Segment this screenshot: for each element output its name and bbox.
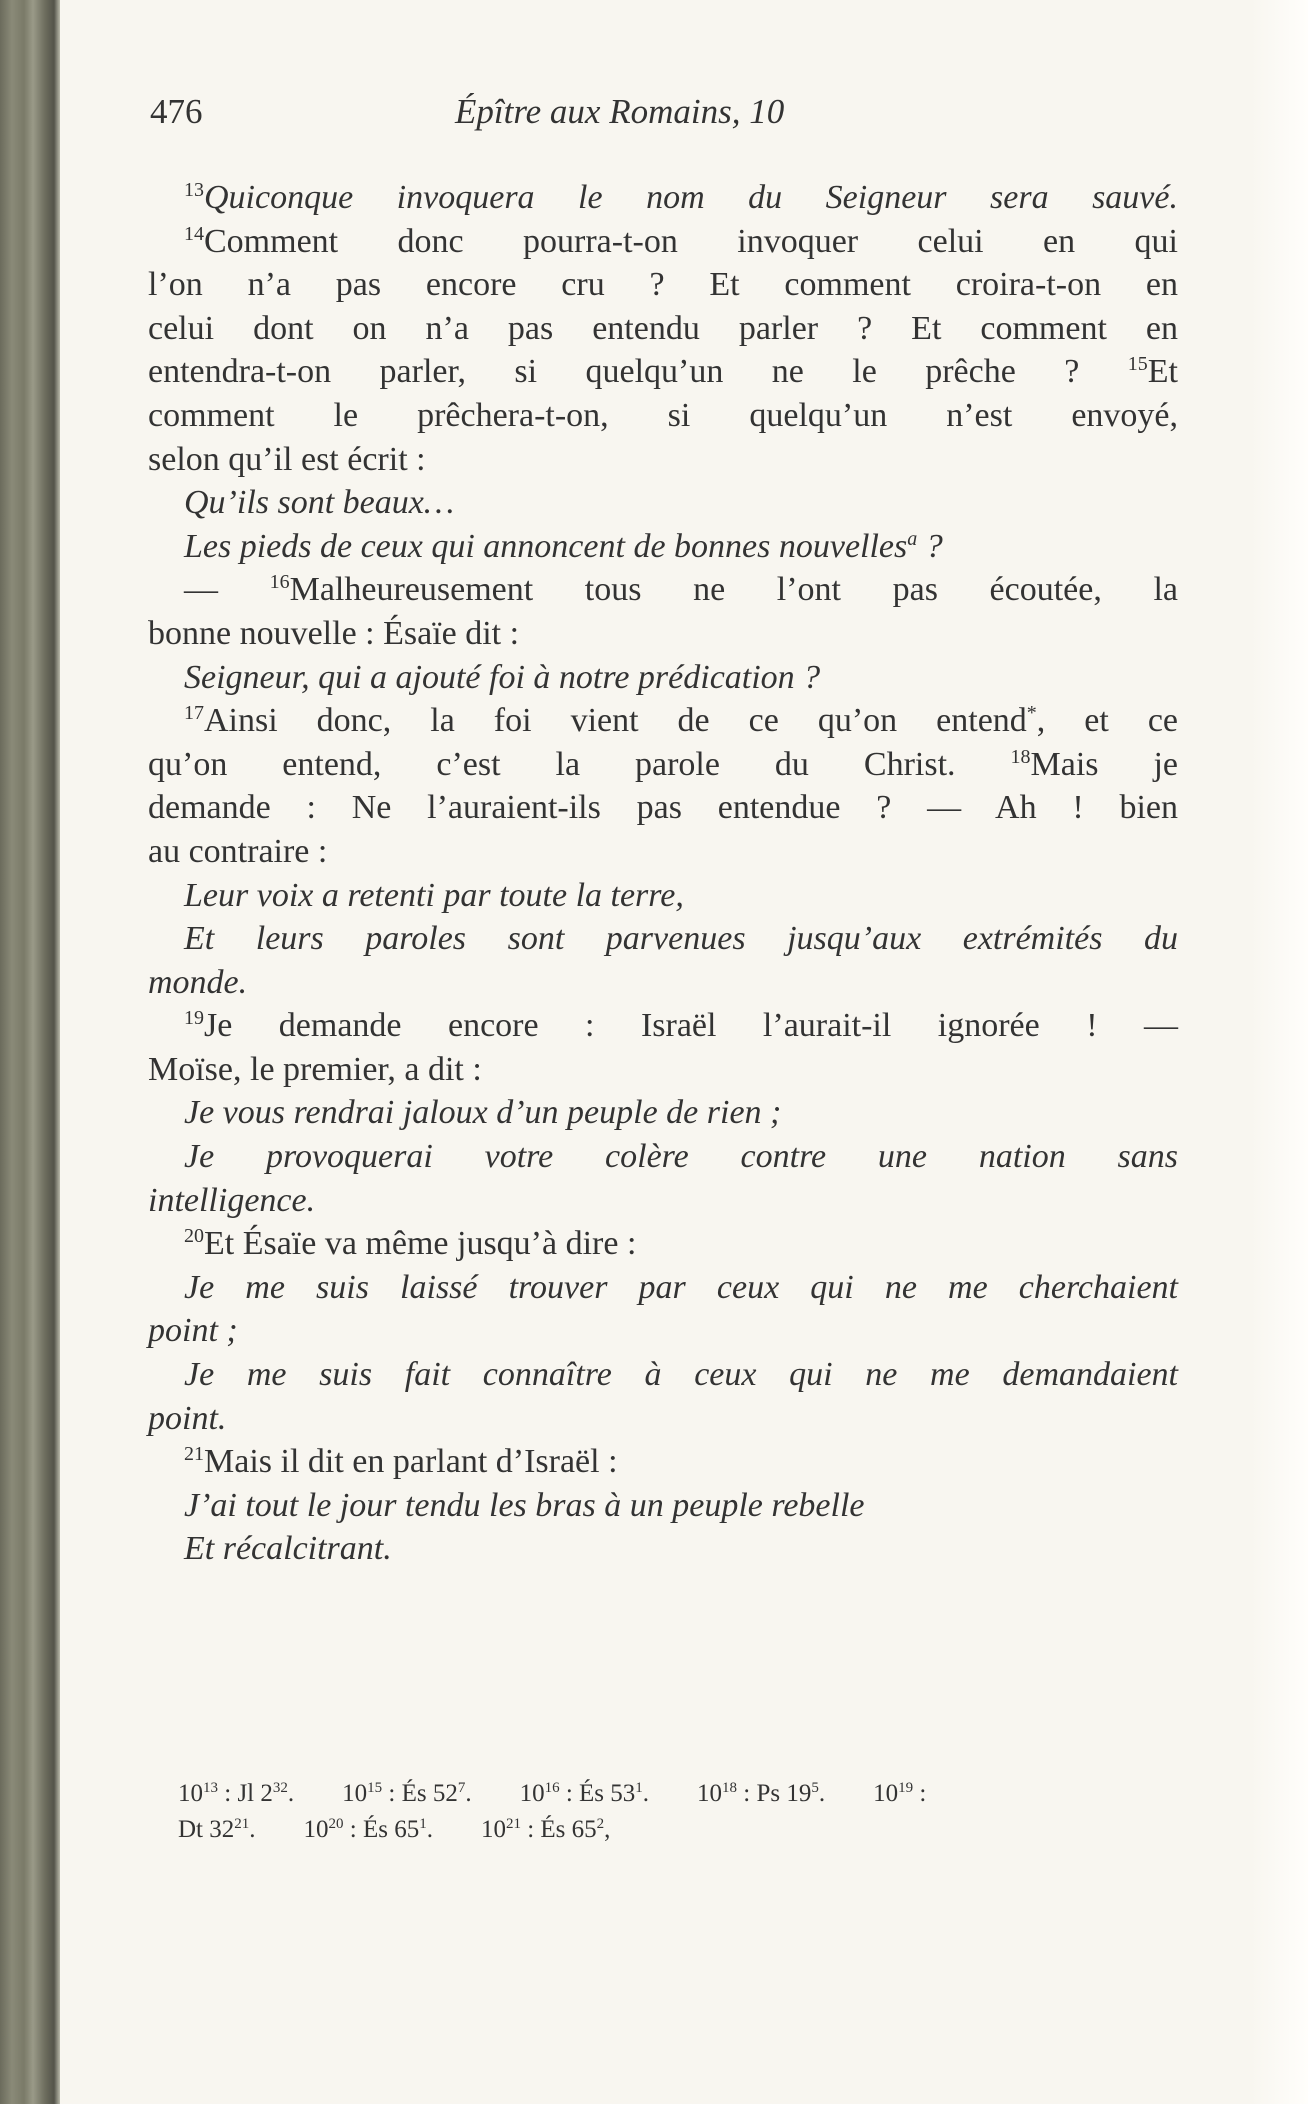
text-line bbox=[148, 525, 1178, 569]
text-line bbox=[148, 1353, 1178, 1397]
text-line bbox=[148, 394, 1178, 438]
reference: : Ps 19 bbox=[737, 1780, 812, 1807]
reference: : És 65 bbox=[520, 1816, 597, 1843]
verse-text: Je provoquerai votre colère contre une nation sans bbox=[184, 1138, 1178, 1176]
ref-verse: 1 bbox=[635, 1780, 643, 1796]
text-line bbox=[148, 176, 1178, 220]
punct: , bbox=[604, 1816, 611, 1843]
text-line bbox=[148, 786, 1178, 830]
reference: Dt 32 bbox=[178, 1816, 235, 1843]
verse-number: 14 bbox=[184, 222, 204, 245]
running-title: Épître aux Romains, 10 bbox=[455, 92, 785, 131]
verse-text: Seigneur, qui a ajouté foi à notre prédication ? bbox=[184, 658, 821, 696]
punct: . bbox=[818, 1780, 826, 1807]
verse: 18 bbox=[722, 1780, 738, 1796]
verse-text: Les pieds de ceux qui annoncent de bonnes nouvelles bbox=[184, 527, 908, 565]
text-line bbox=[148, 1266, 1178, 1310]
ref-verse: 2 bbox=[596, 1816, 605, 1832]
verse-text: comment le prêchera-t-on, si quelqu’un n’est envoyé, bbox=[148, 396, 1178, 434]
cross-reference bbox=[304, 1816, 433, 1843]
page-number: 476 bbox=[150, 92, 203, 131]
verse-number: 19 bbox=[184, 1007, 204, 1030]
footnote-row bbox=[178, 1812, 1178, 1848]
verse-text: ? bbox=[917, 527, 943, 565]
chapter: 10 bbox=[697, 1780, 723, 1807]
verse-text: Et Ésaïe va même jusqu’à dire : bbox=[204, 1225, 637, 1263]
page-header bbox=[150, 92, 1180, 142]
verse-text: point ; bbox=[148, 1312, 238, 1350]
verse-text: Mais je bbox=[1030, 745, 1178, 783]
verse-number: 15 bbox=[1127, 353, 1148, 376]
verse-text: Et leurs paroles sont parvenues jusqu’aux extrémités du bbox=[184, 920, 1178, 958]
text-line bbox=[148, 656, 1178, 700]
verse-number: 21 bbox=[184, 1443, 204, 1466]
verse-text: Je me suis laissé trouver par ceux qui ne me cherchaient bbox=[184, 1268, 1178, 1306]
text-line bbox=[148, 1309, 1178, 1353]
cross-reference bbox=[873, 1780, 926, 1807]
ref-verse: 21 bbox=[234, 1816, 250, 1832]
cross-reference bbox=[481, 1816, 610, 1843]
text-line bbox=[148, 961, 1178, 1005]
verse-text: Je me suis fait connaître à ceux qui ne me demandaient bbox=[184, 1356, 1178, 1394]
verse-text: point. bbox=[148, 1399, 227, 1437]
verse: 15 bbox=[367, 1780, 383, 1796]
text-line bbox=[148, 568, 1178, 612]
note-marker: a bbox=[907, 527, 918, 550]
text-line bbox=[148, 1091, 1178, 1135]
text-line bbox=[148, 481, 1178, 525]
text-line bbox=[148, 743, 1178, 787]
verse: 19 bbox=[898, 1780, 914, 1796]
note-marker: * bbox=[1026, 702, 1037, 725]
verse-text: Quiconque invoquera le nom du Seigneur sera sauvé. bbox=[204, 179, 1178, 216]
text-line bbox=[148, 917, 1178, 961]
ref-verse: 1 bbox=[419, 1816, 427, 1832]
text-line bbox=[148, 1397, 1178, 1441]
text-line bbox=[148, 699, 1178, 743]
cross-reference bbox=[178, 1816, 256, 1843]
verse-number: 20 bbox=[184, 1225, 204, 1248]
reference: : És 65 bbox=[343, 1816, 420, 1843]
text-line bbox=[148, 263, 1178, 307]
text-line bbox=[148, 307, 1178, 351]
verse-number: 17 bbox=[184, 702, 204, 725]
verse-text: Je vous rendrai jaloux d’un peuple de rien ; bbox=[184, 1094, 782, 1132]
verse-text: demande : Ne l’auraient-ils pas entendue ? — Ah ! bien bbox=[148, 789, 1178, 827]
verse-text: entendra-t-on parler, si quelqu’un ne le prêche ? bbox=[148, 353, 1080, 391]
verse-text: selon qu’il est écrit : bbox=[148, 440, 426, 478]
verse-text: Malheureusement tous ne l’ont pas écoutée, la bbox=[289, 571, 1178, 609]
verse: 20 bbox=[328, 1816, 344, 1832]
cross-reference bbox=[520, 1780, 649, 1807]
verse-text: Je demande encore : Israël l’aurait-il ignorée ! — bbox=[204, 1007, 1178, 1045]
footnote-row bbox=[178, 1776, 1178, 1812]
verse-text: celui dont on n’a pas entendu parler ? Et comment en bbox=[148, 309, 1178, 347]
text-line bbox=[148, 1179, 1178, 1223]
verse-text: , et ce bbox=[1036, 702, 1178, 740]
text-line bbox=[148, 874, 1178, 918]
verse: 16 bbox=[544, 1780, 560, 1796]
ref-verse: 32 bbox=[272, 1780, 288, 1796]
verse-number: 13 bbox=[184, 179, 204, 201]
text-line bbox=[148, 1484, 1178, 1528]
reference: : bbox=[913, 1780, 927, 1807]
verse: 21 bbox=[505, 1816, 521, 1832]
cross-reference bbox=[697, 1780, 825, 1807]
text-line bbox=[148, 438, 1178, 482]
punct: . bbox=[465, 1780, 472, 1807]
chapter: 10 bbox=[519, 1780, 545, 1807]
cross-reference bbox=[178, 1780, 294, 1807]
text-line bbox=[148, 1135, 1178, 1179]
reference: : És 53 bbox=[559, 1780, 636, 1807]
chapter: 10 bbox=[342, 1780, 368, 1807]
book-page-edges bbox=[0, 0, 60, 2104]
text-line bbox=[148, 1048, 1178, 1092]
ref-verse: 5 bbox=[811, 1780, 819, 1796]
text-line bbox=[148, 830, 1178, 874]
verse-text: Et bbox=[1147, 353, 1178, 391]
verse-text: Moïse, le premier, a dit : bbox=[148, 1050, 482, 1088]
verse: 13 bbox=[203, 1780, 218, 1796]
chapter: 10 bbox=[480, 1816, 506, 1843]
text-line bbox=[148, 1527, 1178, 1571]
verse-text: Leur voix a retenti par toute la terre, bbox=[184, 876, 684, 914]
verse-text: bonne nouvelle : Ésaïe dit : bbox=[148, 614, 520, 652]
page-body bbox=[148, 176, 1178, 1571]
cross-reference bbox=[342, 1780, 471, 1807]
punct: . bbox=[249, 1816, 256, 1843]
reference: : És 52 bbox=[382, 1780, 458, 1807]
verse-text: Et récalcitrant. bbox=[184, 1530, 392, 1568]
verse-text: J’ai tout le jour tendu les bras à un peuple rebelle bbox=[184, 1486, 865, 1524]
verse-text: monde. bbox=[148, 963, 248, 1001]
reference: : Jl 2 bbox=[218, 1780, 273, 1807]
text-line bbox=[148, 1004, 1178, 1048]
verse-text: au contraire : bbox=[148, 832, 328, 870]
verse-text: Comment donc pourra-t-on invoquer celui en qui bbox=[204, 222, 1178, 260]
page-margin-right bbox=[1250, 0, 1308, 2104]
verse-number: 18 bbox=[1010, 745, 1031, 768]
punct: . bbox=[642, 1780, 650, 1807]
text-line bbox=[148, 1440, 1178, 1484]
text-line bbox=[148, 220, 1178, 264]
chapter: 10 bbox=[178, 1780, 203, 1807]
ref-verse: 7 bbox=[457, 1780, 466, 1796]
punct: . bbox=[426, 1816, 433, 1843]
punct: . bbox=[287, 1780, 295, 1807]
text-line bbox=[148, 350, 1178, 394]
footnotes bbox=[178, 1776, 1178, 1848]
chapter: 10 bbox=[873, 1780, 899, 1807]
verse-text: Ainsi donc, la foi vient de ce qu’on entend bbox=[204, 702, 1027, 740]
verse-text: intelligence. bbox=[148, 1181, 316, 1219]
verse-text: l’on n’a pas encore cru ? Et comment croira-t-on en bbox=[148, 266, 1178, 304]
verse-number: 16 bbox=[269, 571, 290, 594]
text-line bbox=[148, 612, 1178, 656]
dash: — bbox=[184, 571, 270, 609]
verse-text: Qu’ils sont beaux… bbox=[184, 484, 455, 522]
verse-text: Mais il dit en parlant d’Israël : bbox=[204, 1443, 618, 1481]
text-line bbox=[148, 1222, 1178, 1266]
verse-text: qu’on entend, c’est la parole du Christ. bbox=[148, 745, 956, 783]
chapter: 10 bbox=[303, 1816, 329, 1843]
